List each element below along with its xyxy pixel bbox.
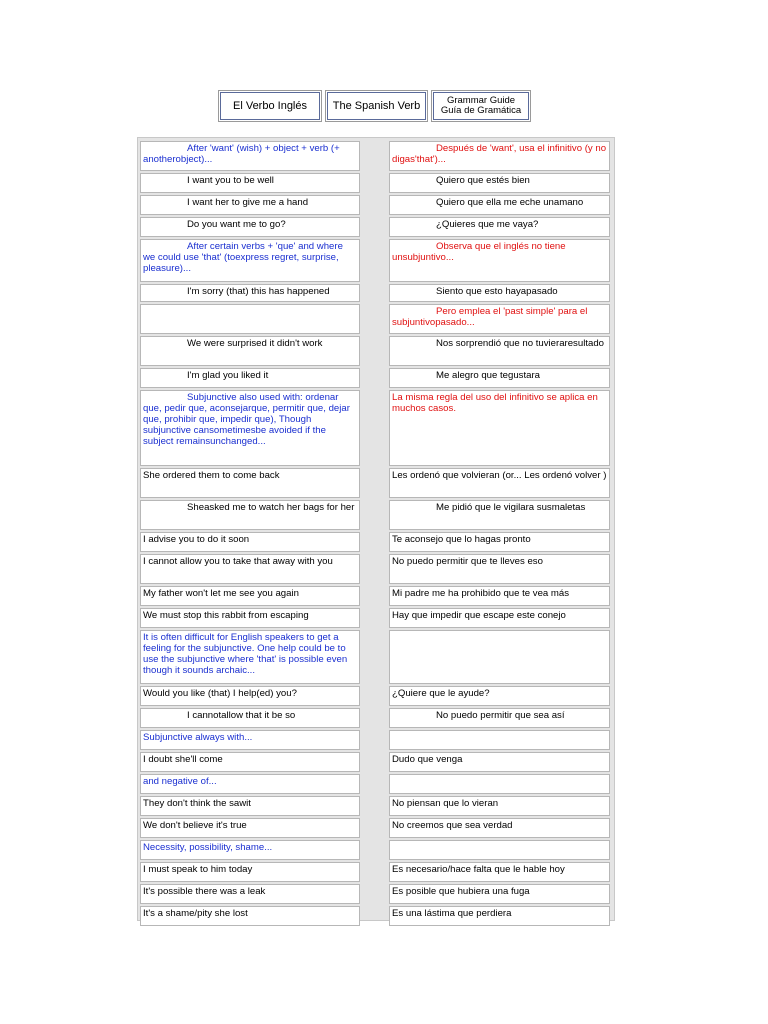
left-cell — [140, 284, 360, 302]
right-cell — [389, 554, 610, 584]
right-cell-text: Hay que impedir que escape este conejo — [392, 610, 566, 621]
left-cell-text: I advise you to do it soon — [143, 534, 250, 545]
right-cell-text: Después de 'want', usa el infinitivo (y no digas'that')... — [392, 143, 607, 165]
right-cell — [389, 796, 610, 816]
left-cell-text: We don't believe it's true — [143, 820, 247, 831]
left-cell-text: Sheasked me to watch her bags for her — [187, 502, 355, 513]
left-cell-text: We were surprised it didn't work — [187, 338, 323, 349]
left-cell-text: I want you to be well — [187, 175, 274, 186]
left-cell-text: They don't think the sawit — [143, 798, 251, 809]
right-cell-text: Nos sorprendió que no tuvieraresultado — [436, 338, 604, 349]
right-cell-text: Pero emplea el 'past simple' para el subjuntivopasado... — [392, 306, 588, 328]
left-cell-text: Would you like (that) I help(ed) you? — [143, 688, 297, 699]
left-cell-text: I want her to give me a hand — [187, 197, 309, 208]
right-cell — [389, 173, 610, 193]
right-cell — [389, 304, 610, 334]
right-cell-text: Les ordenó que volvieran (or... Les ordenó volver ) — [392, 470, 607, 481]
right-cell — [389, 630, 610, 684]
right-cell — [389, 195, 610, 215]
left-cell-text: After 'want' (wish) + object + verb (+ anotherobject)... — [143, 143, 340, 165]
right-cell — [389, 730, 610, 750]
right-cell — [389, 239, 610, 282]
right-cell — [389, 217, 610, 237]
left-cell — [140, 554, 360, 584]
tab-label: The Spanish Verb — [332, 99, 421, 112]
right-cell-text: Me alegro que tegustara — [436, 370, 540, 381]
left-cell — [140, 840, 360, 860]
left-cell — [140, 217, 360, 237]
left-cell-text: It is often difficult for English speakers to get a feeling for the subjunctive. One help could be to use the subjunctive where 'that' is possible even though it sounds archaic... — [143, 632, 348, 676]
left-cell-text: She ordered them to come back — [143, 470, 280, 481]
right-cell — [389, 686, 610, 706]
right-cell-text: Es posible que hubiera una fuga — [392, 886, 530, 897]
left-cell-text: I cannotallow that it be so — [187, 710, 296, 721]
left-cell — [140, 304, 360, 334]
tab-label-line1: Grammar Guide — [446, 95, 516, 106]
tab-label-line2: Guía de Gramática — [440, 105, 522, 116]
left-cell-text: Subjunctive also used with: ordenar que, pedir que, aconsejarque, permitir que, dejar que, prohibir que, impedir que), Though subjunctive cansometimesbe avoided if the subject remainsunchanged... — [143, 392, 350, 447]
right-cell-text: Quiero que ella me eche unamano — [436, 197, 584, 208]
left-cell — [140, 862, 360, 882]
left-cell — [140, 708, 360, 728]
left-cell — [140, 141, 360, 171]
right-cell-text: ¿Quiere que le ayude? — [392, 688, 490, 699]
right-cell-text: No puedo permitir que sea así — [436, 710, 565, 721]
left-cell — [140, 390, 360, 466]
left-cell-text: It's a shame/pity she lost — [143, 908, 248, 919]
right-cell — [389, 468, 610, 498]
left-cell-text: Necessity, possibility, shame... — [143, 842, 273, 853]
header-tabs — [218, 90, 538, 124]
left-cell — [140, 884, 360, 904]
right-cell — [389, 141, 610, 171]
left-cell-text: My father won't let me see you again — [143, 588, 299, 599]
left-cell-text: Do you want me to go? — [187, 219, 286, 230]
left-cell — [140, 730, 360, 750]
right-cell — [389, 906, 610, 926]
left-cell — [140, 368, 360, 388]
right-cell — [389, 390, 610, 466]
right-cell — [389, 500, 610, 530]
right-cell — [389, 586, 610, 606]
left-cell — [140, 818, 360, 838]
left-cell-text: and negative of... — [143, 776, 217, 787]
left-cell-text: Subjunctive always with... — [143, 732, 253, 743]
left-cell — [140, 774, 360, 794]
left-cell-text: I'm glad you liked it — [187, 370, 269, 381]
right-cell-text: La misma regla del uso del infinitivo se aplica en muchos casos. — [392, 392, 598, 414]
left-cell — [140, 195, 360, 215]
right-cell — [389, 608, 610, 628]
right-cell — [389, 336, 610, 366]
tab-the-spanish-verb[interactable] — [325, 90, 428, 122]
left-cell — [140, 608, 360, 628]
right-cell — [389, 818, 610, 838]
left-cell-text: I doubt she'll come — [143, 754, 223, 765]
right-cell-text: Quiero que estés bien — [436, 175, 530, 186]
left-cell-text: We must stop this rabbit from escaping — [143, 610, 309, 621]
left-cell — [140, 752, 360, 772]
right-cell — [389, 708, 610, 728]
right-cell-text: No creemos que sea verdad — [392, 820, 513, 831]
left-cell-text: I must speak to him today — [143, 864, 253, 875]
right-cell-text: Me pidió que le vigilara susmaletas — [436, 502, 586, 513]
left-cell — [140, 532, 360, 552]
right-cell-text: Siento que esto hayapasado — [436, 286, 558, 297]
right-cell-text: Mi padre me ha prohibido que te vea más — [392, 588, 570, 599]
left-cell — [140, 239, 360, 282]
right-cell-text: Es una lástima que perdiera — [392, 908, 512, 919]
tab-grammar-guide[interactable] — [431, 90, 531, 122]
left-cell — [140, 796, 360, 816]
left-cell-text: It's possible there was a leak — [143, 886, 266, 897]
left-cell — [140, 173, 360, 193]
right-cell — [389, 840, 610, 860]
tab-label: El Verbo Inglés — [233, 99, 307, 112]
grammar-table — [137, 137, 615, 921]
left-cell — [140, 500, 360, 530]
left-cell — [140, 686, 360, 706]
left-cell-text: I cannot allow you to take that away with you — [143, 556, 333, 567]
right-cell — [389, 862, 610, 882]
left-cell — [140, 630, 360, 684]
right-cell-text: Es necesario/hace falta que le hable hoy — [392, 864, 565, 875]
right-cell-text: Dudo que venga — [392, 754, 463, 765]
right-cell — [389, 774, 610, 794]
right-cell-text: No piensan que lo vieran — [392, 798, 499, 809]
right-cell — [389, 752, 610, 772]
right-cell-text: No puedo permitir que te lleves eso — [392, 556, 543, 567]
right-cell — [389, 532, 610, 552]
left-cell — [140, 586, 360, 606]
left-cell — [140, 906, 360, 926]
right-cell-text: Te aconsejo que lo hagas pronto — [392, 534, 531, 545]
right-cell — [389, 884, 610, 904]
tab-el-verbo-ingles[interactable] — [218, 90, 322, 122]
right-cell — [389, 368, 610, 388]
left-cell — [140, 336, 360, 366]
right-cell-text: ¿Quieres que me vaya? — [436, 219, 539, 230]
right-cell-text: Observa que el inglés no tiene unsubjuntivo... — [392, 241, 566, 263]
right-cell — [389, 284, 610, 302]
left-cell-text: I'm sorry (that) this has happened — [187, 286, 330, 297]
left-cell-text: After certain verbs + 'que' and where we could use 'that' (toexpress regret, surprise, pleasure)... — [143, 241, 343, 274]
left-cell — [140, 468, 360, 498]
